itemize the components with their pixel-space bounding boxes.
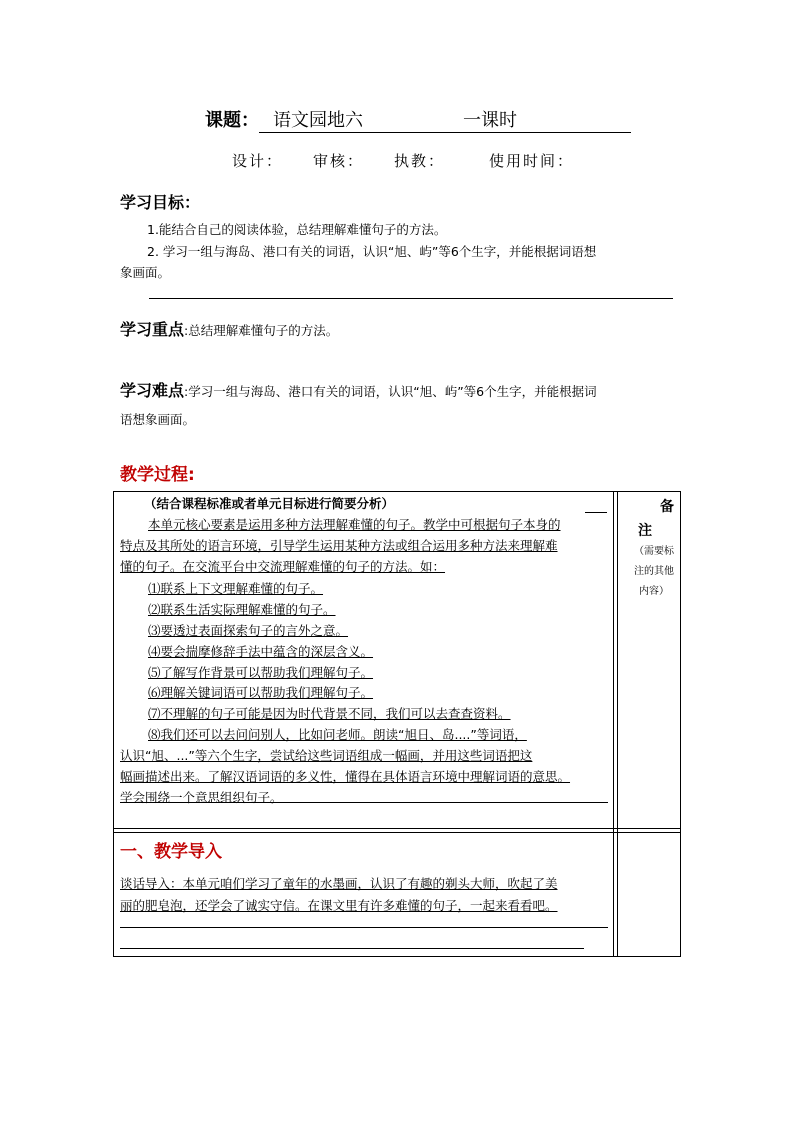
objective-1: 1.能结合自己的阅读体验，总结理解难懂句子的方法。 [147,222,447,237]
objectives-divider [149,298,673,299]
meta-date: 使用时间： [489,152,575,170]
notes-label-2: 注 [638,523,652,539]
key-point-text: :总结理解难懂句子的方法。 [184,323,339,338]
analysis-para-line1: 本单元核心要素是运用多种方法理解难懂的句子。教学中可根据句子本身的 [148,517,561,532]
meta-review: 审核： [313,152,365,170]
analysis-tail-line3: 学会围绕一个意思组织句子。 [120,790,283,805]
method-item-1: ⑴联系上下文理解难懂的句子。 [148,581,324,596]
meta-row [232,150,604,171]
difficulty-row [120,378,597,403]
method-item-2: ⑵联系生活实际理解难懂的句子。 [148,602,336,617]
analysis-para-line3: 懂的句子。在交流平台中交流理解难懂的句子的方法。如： [120,559,446,574]
key-point-heading: 学习重点 [120,320,185,339]
intro-line1: 谈话导入：本单元咱们学习了童年的水墨画，认识了有趣的剃头大师，吹起了美 [120,876,558,891]
title-field [259,106,631,133]
process-table [113,491,681,957]
analysis-bottom-line [120,802,608,803]
objectives-heading: 学习目标： [120,193,201,212]
intro-blank-line-2 [120,948,584,949]
difficulty-heading: 学习难点 [120,381,185,400]
notes-desc-2: 注的其他 [634,566,674,577]
method-item-5: ⑸了解写作背景可以帮助我们理解句子。 [148,665,374,680]
notes-desc-1: （需要标 [634,546,674,557]
lesson-title-row [205,106,631,133]
intro-heading: 一、教学导入 [120,842,222,862]
difficulty-line2: 语想象画面。 [120,412,196,427]
difficulty-line1: :学习一组与海岛、港口有关的词语，认识“旭、屿”等6个生字，并能根据词 [184,384,597,399]
objective-2-line1: 2. 学习一组与海岛、港口有关的词语，认识“旭、屿”等6个生字，并能根据词语想 [147,244,597,259]
intro-line2: 丽的肥皂泡，还学会了诚实守信。在课文里有许多难懂的句子，一起来看看吧。 [120,898,558,913]
notes-desc-3: 内容） [639,586,669,597]
notes-column [626,492,682,602]
table-divider-v1 [613,492,614,956]
analysis-tail-line2: 幅画描述出来。了解汉语词语的多义性，懂得在具体语言环境中理解词语的意思。 [120,769,571,784]
method-item-7: ⑺不理解的句子可能是因为时代背景不同，我们可以去查查资料。 [148,706,511,721]
intro-blank-line-1 [120,927,608,928]
method-item-6: ⑹理解关键词语可以帮助我们理解句子。 [148,685,374,700]
title-period: 一课时 [463,110,517,131]
analysis-tail-line1: 认识“旭、...”等六个生字，尝试给这些词语组成一幅画，并用这些词语把这 [120,748,533,763]
analysis-heading-underline [585,512,607,513]
notes-label-1: 备 [660,499,674,515]
analysis-heading: （结合课程标准或者单元目标进行简要分析） [144,496,395,511]
title-label: 课题： [205,110,259,131]
analysis-para-line2: 特点及其所处的语言环境，引导学生运用某种方法或组合运用多种方法来理解难 [120,538,558,553]
method-item-4: ⑷要会揣摩修辞手法中蕴含的深层含义。 [148,644,374,659]
method-item-3: ⑶要透过表面探索句子的言外之意。 [148,623,349,638]
title-value: 语文园地六 [273,110,363,131]
method-item-8: ⑻我们还可以去问问别人，比如问老师。朗读“旭日、岛....”等词语， [148,727,527,742]
meta-teacher: 执教： [394,152,446,170]
objective-2-line2: 象画面。 [120,265,171,280]
table-divider-v2 [617,492,618,956]
table-divider-h [114,828,680,833]
meta-design: 设计： [232,152,284,170]
key-point-row [120,317,338,342]
process-heading: 教学过程: [120,465,195,485]
